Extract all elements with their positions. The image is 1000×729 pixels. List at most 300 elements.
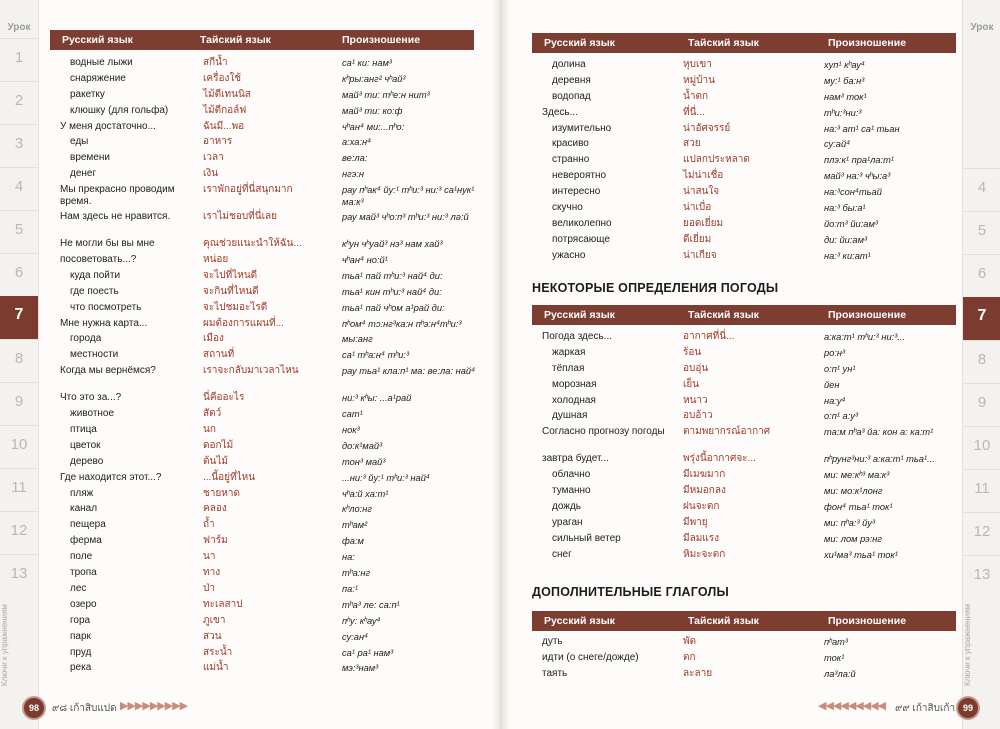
thai-cell: นก xyxy=(203,424,216,436)
pronunciation-cell: кʰло:нг xyxy=(342,504,372,515)
pronunciation-cell: нок³ xyxy=(342,425,360,436)
table-row xyxy=(542,517,956,533)
russian-cell: невероятно xyxy=(552,170,607,182)
lesson-tab-8[interactable]: 8 xyxy=(963,340,1000,383)
russian-cell: сильный ветер xyxy=(552,532,621,544)
pronunciation-cell: пʰат³ xyxy=(824,637,848,647)
lesson-tab-9[interactable]: 9 xyxy=(963,383,1000,426)
lesson-tab-3[interactable]: 3 xyxy=(0,124,38,167)
russian-cell: снег xyxy=(552,548,572,560)
russian-cell: река xyxy=(70,662,92,674)
thai-cell: สัตว์ xyxy=(203,408,222,420)
thai-cell: มีพายุ xyxy=(683,516,708,528)
pronunciation-cell: нгэ:н xyxy=(342,169,364,180)
table-row xyxy=(60,408,480,424)
table-row xyxy=(60,270,480,286)
thai-cell: หุบเขา xyxy=(683,59,712,70)
russian-cell: тёплая xyxy=(552,362,585,374)
table-row xyxy=(542,363,956,379)
russian-cell: тропа xyxy=(70,567,97,579)
thai-cell: นา xyxy=(203,551,216,563)
book-gutter xyxy=(492,0,510,729)
table-row xyxy=(60,121,480,137)
table-row xyxy=(60,392,480,408)
table-row xyxy=(60,57,480,73)
col-russian: Русский язык xyxy=(62,34,133,46)
pronunciation-cell: фон⁴ тьа¹ ток¹ xyxy=(824,502,893,513)
table-row xyxy=(542,75,956,91)
thai-cell: มีเมฆมาก xyxy=(683,469,726,481)
table-row xyxy=(542,170,956,186)
thai-cell: น่าเกียจ xyxy=(683,249,717,261)
lesson-tab-12[interactable]: 12 xyxy=(0,511,38,554)
russian-cell: местности xyxy=(70,349,119,361)
russian-cell: денег xyxy=(70,168,97,180)
pronunciation-cell: пʰом⁴ тɔ:нг³ка:н пʰэ:н⁴тʰи:³ xyxy=(342,318,462,329)
lesson-tab-13[interactable]: 13 xyxy=(963,555,1000,598)
col-pronunciation: Произношение xyxy=(828,37,907,49)
thai-cell: จะไปที่ไหนดี xyxy=(203,269,258,281)
table-row xyxy=(542,218,956,234)
col-russian: Русский язык xyxy=(544,309,615,321)
section-title-weather: НЕКОТОРЫЕ ОПРЕДЕЛЕНИЯ ПОГОДЫ xyxy=(532,281,779,295)
table-row xyxy=(542,250,956,266)
table-row xyxy=(542,453,956,469)
pronunciation-cell: кʰун чʰуай³ нэ³ нам хай³ xyxy=(342,239,443,250)
section-title-verbs: ДОПОЛНИТЕЛЬНЫЕ ГЛАГОЛЫ xyxy=(532,585,729,599)
russian-cell: холодная xyxy=(552,394,596,406)
russian-cell: идти (о снеге/дожде) xyxy=(542,651,639,663)
thai-cell: เราพักอยู่ที่นี่สนุกมาก xyxy=(203,184,293,196)
russian-cell: гора xyxy=(70,614,91,626)
thai-cell: พรุ่งนี้อากาศจะ... xyxy=(683,453,756,465)
russian-cell: города xyxy=(70,333,102,345)
table-row xyxy=(542,469,956,485)
lesson-tab-9[interactable]: 9 xyxy=(0,382,38,425)
thai-cell: ไม่น่าเชื่อ xyxy=(683,170,724,182)
table-row xyxy=(60,662,480,678)
lesson-tabs-left xyxy=(0,0,39,729)
russian-cell: Нам здесь не нравится. xyxy=(60,211,171,223)
pronunciation-cell: тʰа³ ле: са:п¹ xyxy=(342,599,400,610)
thai-cell: ยอดเยี่ยม xyxy=(683,217,724,229)
pronunciation-cell: са¹ ра¹ нам³ xyxy=(342,647,394,658)
pronunciation-cell: на:³сон⁴тьай xyxy=(824,187,882,198)
pronunciation-cell: ток¹ xyxy=(824,652,845,663)
russian-cell: потрясающе xyxy=(552,233,610,245)
russian-cell: животное xyxy=(70,408,115,420)
russian-cell: птица xyxy=(70,424,97,436)
lesson-tab-6[interactable]: 6 xyxy=(963,254,1000,297)
table-row xyxy=(542,138,956,154)
thai-cell: ภูเขา xyxy=(203,614,226,626)
table-row xyxy=(542,123,956,139)
russian-cell: душная xyxy=(552,410,588,422)
table-row xyxy=(60,440,480,456)
thai-cell: เวลา xyxy=(203,152,224,164)
russian-cell: цветок xyxy=(70,439,101,451)
pronunciation-cell: та:м пʰа³ йа: кон а: ка:т¹ xyxy=(824,427,934,438)
thai-cell: ฝนจะตก xyxy=(683,501,720,513)
table-row xyxy=(542,379,956,395)
russian-cell: жаркая xyxy=(552,346,586,358)
thai-cell: หนาว xyxy=(683,394,708,406)
russian-cell: туманно xyxy=(552,485,591,497)
table-row xyxy=(542,636,956,652)
table-row xyxy=(60,551,480,567)
russian-cell: дождь xyxy=(552,501,582,513)
lesson-tab-1[interactable]: 1 xyxy=(0,38,38,81)
lesson-tab-11[interactable]: 11 xyxy=(0,468,38,511)
thai-cell: หมู่บ้าน xyxy=(683,74,715,86)
table-row xyxy=(542,107,956,123)
table-row xyxy=(60,647,480,663)
table-row xyxy=(60,349,480,365)
russian-cell: У меня достаточно... xyxy=(60,120,156,132)
thai-cell: ...นี้อยู่ที่ไหน xyxy=(203,471,256,483)
thai-cell: อาหาร xyxy=(203,136,233,148)
thai-cell: น่าอัศจรรย์ xyxy=(683,122,731,134)
pronunciation-cell: йен xyxy=(824,379,840,390)
russian-cell: изумительно xyxy=(552,122,612,134)
thai-cell: ร้อน xyxy=(683,346,702,358)
table-row xyxy=(60,365,480,392)
lesson-tab-7[interactable]: 7 xyxy=(963,297,1000,340)
phrase-table-left xyxy=(60,57,480,678)
col-pronunciation: Произношение xyxy=(828,615,907,627)
table-row xyxy=(542,485,956,501)
pronunciation-cell: тьа¹ кин тʰи:³ най⁴ ди: xyxy=(342,286,442,297)
pronunciation-cell: май³ ти: тʰе:н нит³ xyxy=(342,89,430,100)
pronunciation-cell: а:ка:т¹ тʰи:³ ни:³... xyxy=(824,332,906,342)
thai-cell: ที่นี่... xyxy=(683,106,705,118)
pronunciation-cell: му:¹ ба:н³ xyxy=(824,75,865,86)
pronunciation-cell: чʰа:й ха:т¹ xyxy=(342,488,389,499)
col-pronunciation: Произношение xyxy=(342,34,421,46)
pronunciation-cell: ни:³ кʰы: ...а¹рай xyxy=(342,393,412,404)
col-thai: Тайский язык xyxy=(688,37,759,49)
table-header-verbs xyxy=(532,611,956,631)
thai-cell: สวน xyxy=(203,630,222,642)
pronunciation-cell: са¹ тʰа:н⁴ тʰи:³ xyxy=(342,350,410,361)
pronunciation-cell: о:п¹ ун¹ xyxy=(824,363,856,374)
russian-cell: пруд xyxy=(70,646,92,658)
thai-cell: ทาง xyxy=(203,567,221,579)
russian-cell: деревня xyxy=(552,74,591,86)
russian-cell: времени xyxy=(70,152,110,164)
table-row xyxy=(60,599,480,615)
table-row xyxy=(60,519,480,535)
pronunciation-cell: мы:анг xyxy=(342,334,373,345)
lesson-tab-11[interactable]: 11 xyxy=(963,469,1000,512)
col-pronunciation: Произношение xyxy=(828,309,907,321)
russian-cell: красиво xyxy=(552,138,589,150)
lesson-tab-5[interactable]: 5 xyxy=(0,210,38,253)
thai-cell: แม่น้ำ xyxy=(203,662,229,674)
pronunciation-cell: хи¹ма³ тьа¹ ток¹ xyxy=(824,549,898,560)
pronunciation-cell: ми: мо:к¹лонг xyxy=(824,486,883,497)
pronunciation-cell: ла³ла:й xyxy=(824,668,856,679)
pronunciation-cell: тьа¹ пай чʰом а¹рай ди: xyxy=(342,302,445,313)
arrow-decoration-left: ▶▶▶▶▶▶▶▶▶ xyxy=(120,700,188,712)
russian-cell: скучно xyxy=(552,202,583,214)
thai-cell: น่าเบื่อ xyxy=(683,202,712,214)
pronunciation-cell: ди: йи:ам³ xyxy=(824,234,868,245)
pronunciation-cell: пʰрунг³ни:³ а:ка:т¹ тьа¹... xyxy=(824,454,935,465)
pronunciation-cell: рау пʰак⁴ йу:¹ тʰи:³ ни:³ са¹нук¹ ма:к³ xyxy=(342,185,475,208)
russian-cell: морозная xyxy=(552,378,597,390)
table-row xyxy=(542,533,956,549)
table-row xyxy=(60,105,480,121)
thai-cell: ฉันมี...พอ xyxy=(203,120,245,132)
russian-cell: странно xyxy=(552,154,590,166)
pronunciation-cell: чʰан⁴ но:й¹ xyxy=(342,255,388,266)
table-row xyxy=(60,89,480,105)
pronunciation-cell: тьа¹ пай тʰи:³ най⁴ ди: xyxy=(342,270,443,281)
table-row xyxy=(542,347,956,363)
thai-cell: ตก xyxy=(683,651,696,663)
table-row xyxy=(542,549,956,565)
thai-cell: ทะเลสาป xyxy=(203,598,243,610)
table-row xyxy=(542,410,956,426)
thai-cell: ดอกไม้ xyxy=(203,439,234,451)
pronunciation-cell: а:ха:н⁴ xyxy=(342,137,372,148)
pronunciation-cell: на:у⁴ xyxy=(824,395,846,406)
thai-cell: หน่อย xyxy=(203,254,229,266)
russian-cell: Мы прекрасно проводим время. xyxy=(60,184,175,208)
table-row xyxy=(60,184,480,211)
pronunciation-cell: чʰан⁴ ми:...пʰо: xyxy=(342,121,405,132)
thai-cell: ผมต้องการแผนที่... xyxy=(203,317,284,329)
thai-cell: อบอุ่น xyxy=(683,362,709,374)
thai-cell: ตามพยากรณ์อากาศ xyxy=(683,426,771,438)
russian-cell: где поесть xyxy=(70,285,119,297)
pronunciation-cell: пʰу: кʰау⁴ xyxy=(342,615,381,626)
lesson-tabs-header: Урок xyxy=(7,22,31,33)
thai-cell: อบอ้าว xyxy=(683,410,713,422)
thai-cell: แปลกประหลาด xyxy=(683,154,750,166)
pronunciation-cell: рау май³ чʰо:п³ тʰи:³ ни:³ лə:й xyxy=(342,212,469,223)
russian-cell: лес xyxy=(70,582,87,594)
thai-cell: ฟาร์ม xyxy=(203,535,228,547)
pronunciation-cell: о:п¹ а:у³ xyxy=(824,411,859,422)
lesson-tab-2[interactable]: 2 xyxy=(0,81,38,124)
russian-cell: интересно xyxy=(552,186,601,198)
pronunciation-cell: ро:н³ xyxy=(824,347,846,358)
thai-cell: อากาศที่นี่... xyxy=(683,331,735,342)
pronunciation-cell: ми: пʰа:³ йу³ xyxy=(824,517,876,528)
pronunciation-cell: на:³ ки:ат¹ xyxy=(824,250,871,261)
table-row xyxy=(542,668,956,684)
lesson-tab-4[interactable]: 4 xyxy=(0,167,38,210)
table-row xyxy=(542,186,956,202)
russian-cell: таять xyxy=(542,667,568,679)
pronunciation-cell: мэ:³нам³ xyxy=(342,663,379,674)
table-row xyxy=(60,535,480,551)
table-row xyxy=(60,333,480,349)
table-header-right xyxy=(532,33,956,53)
thai-cell: เราไม่ชอบที่นี่เลย xyxy=(203,211,277,223)
thai-cell: ป่า xyxy=(203,582,215,594)
keys-label-left: Ключи к упражнениям xyxy=(0,604,9,686)
table-row xyxy=(60,456,480,472)
table-row xyxy=(60,615,480,631)
table-row xyxy=(60,238,480,254)
thai-cell: คลอง xyxy=(203,503,227,515)
pronunciation-cell: до:к¹май³ xyxy=(342,440,383,451)
thai-cell: สกีน้ำ xyxy=(203,57,228,68)
pronunciation-cell: кʰры:анг² чʰай³ xyxy=(342,73,406,84)
phrase-table-right xyxy=(542,59,956,266)
table-row xyxy=(60,631,480,647)
pronunciation-cell: плэ:к¹ пра¹ла:т¹ xyxy=(824,155,894,166)
table-row xyxy=(542,395,956,411)
pronunciation-cell: са¹ ки: нам³ xyxy=(342,58,392,68)
lesson-tab-10[interactable]: 10 xyxy=(963,426,1000,469)
table-row xyxy=(60,73,480,89)
table-row xyxy=(542,202,956,218)
weather-table xyxy=(542,331,956,565)
russian-cell: куда пойти xyxy=(70,269,121,281)
table-row xyxy=(60,152,480,168)
pronunciation-cell: па:¹ xyxy=(342,583,358,594)
thai-cell: น้ำตก xyxy=(683,90,708,102)
pronunciation-cell: нам³ ток¹ xyxy=(824,91,867,102)
lesson-tabs-header: Урок xyxy=(970,22,994,33)
thai-cell: นี่คืออะไร xyxy=(203,392,245,404)
pronunciation-cell: ве:ла: xyxy=(342,153,368,164)
russian-cell: Мне нужна карта... xyxy=(60,317,148,329)
pronunciation-cell: на: xyxy=(342,552,355,563)
lesson-tab-13[interactable]: 13 xyxy=(0,554,38,597)
table-row xyxy=(60,488,480,504)
col-thai: Тайский язык xyxy=(688,615,759,627)
russian-cell: дуть xyxy=(542,636,563,647)
lesson-tab-8[interactable]: 8 xyxy=(0,339,38,382)
lesson-tab-12[interactable]: 12 xyxy=(963,512,1000,555)
pronunciation-cell: рау тьа¹ кла:п¹ ма: ве:ла: най⁴ xyxy=(342,366,476,377)
russian-cell: великолепно xyxy=(552,217,612,229)
thai-cell: สระน้ำ xyxy=(203,646,233,658)
table-row xyxy=(60,472,480,488)
russian-cell: ужасно xyxy=(552,249,586,261)
russian-cell: ферма xyxy=(70,535,102,547)
thai-cell: คุณช่วยแนะนำให้ฉัน... xyxy=(203,238,302,250)
thai-cell: ดีเยี่ยม xyxy=(683,233,712,245)
table-row xyxy=(542,652,956,668)
thai-cell: มีหมอกลง xyxy=(683,485,726,497)
russian-cell: облачно xyxy=(552,469,591,481)
col-thai: Тайский язык xyxy=(200,34,271,46)
page-thai-left: ๙๘ เก้าสิบแปด xyxy=(52,703,117,714)
table-row xyxy=(60,503,480,519)
thai-cell: ไม้ตีเทนนิส xyxy=(203,88,251,100)
lesson-tab-10[interactable]: 10 xyxy=(0,425,38,468)
russian-cell: Что это за...? xyxy=(60,392,122,404)
table-row xyxy=(542,331,956,347)
russian-cell: посоветовать...? xyxy=(60,254,137,266)
pronunciation-cell: май³ на:³ чʰы:а³ xyxy=(824,171,891,182)
table-row xyxy=(542,426,956,453)
lesson-tab-5[interactable]: 5 xyxy=(963,211,1000,254)
thai-cell: จะไปชมอะไรดี xyxy=(203,301,268,313)
thai-cell: น่าสนใจ xyxy=(683,186,720,198)
pronunciation-cell: тон³ май³ xyxy=(342,456,386,467)
table-row xyxy=(60,211,480,238)
table-row xyxy=(542,59,956,75)
pronunciation-cell: тʰа:нг xyxy=(342,568,371,579)
russian-cell: завтра будет... xyxy=(542,453,609,465)
russian-cell: Где находится этот...? xyxy=(60,471,162,483)
russian-cell: парк xyxy=(70,630,91,642)
pronunciation-cell: фа:м xyxy=(342,536,364,547)
russian-cell: озеро xyxy=(70,598,97,610)
table-row xyxy=(60,302,480,318)
pronunciation-cell: ми: лом рэ:нг xyxy=(824,533,883,544)
russian-cell: Здесь... xyxy=(542,106,578,118)
pronunciation-cell: тʰам² xyxy=(342,520,368,531)
table-row xyxy=(60,286,480,302)
thai-cell: ชายหาด xyxy=(203,487,240,499)
thai-cell: พัด xyxy=(683,636,697,647)
lesson-tab-6[interactable]: 6 xyxy=(0,253,38,296)
verbs-table xyxy=(542,636,956,684)
col-russian: Русский язык xyxy=(544,615,615,627)
thai-cell: ไม้ตีกอล์ฟ xyxy=(203,104,247,116)
thai-cell: ละลาย xyxy=(683,667,713,679)
russian-cell: водные лыжи xyxy=(70,57,133,68)
lesson-tabs-right xyxy=(962,0,1000,729)
table-row xyxy=(60,168,480,184)
russian-cell: пляж xyxy=(70,487,94,499)
table-header-left xyxy=(50,30,474,50)
lesson-tab-4[interactable]: 4 xyxy=(963,168,1000,211)
pronunciation-cell: йо:т³ йи:ам³ xyxy=(824,218,878,229)
russian-cell: Согласно прогнозу погоды xyxy=(542,426,665,438)
pronunciation-cell: су:ан⁴ xyxy=(342,631,369,642)
russian-cell: долина xyxy=(552,59,586,70)
russian-cell: ураган xyxy=(552,516,583,528)
table-row xyxy=(60,318,480,334)
table-row xyxy=(542,91,956,107)
russian-cell: что посмотреть xyxy=(70,301,142,313)
russian-cell: клюшку (для гольфа) xyxy=(70,104,169,116)
thai-cell: สถานที่ xyxy=(203,349,235,361)
col-russian: Русский язык xyxy=(544,37,615,49)
russian-cell: пещера xyxy=(70,519,106,531)
russian-cell: поле xyxy=(70,551,93,563)
page-number-right: 99 xyxy=(956,696,980,720)
russian-cell: Не могли бы вы мне xyxy=(60,238,155,250)
pronunciation-cell: хуп¹ кʰау⁴ xyxy=(824,60,865,70)
table-row xyxy=(542,154,956,170)
table-row xyxy=(60,254,480,270)
thai-cell: สวย xyxy=(683,138,701,150)
russian-cell: Когда мы вернёмся? xyxy=(60,365,156,377)
lesson-tab-7[interactable]: 7 xyxy=(0,296,38,339)
russian-cell: еды xyxy=(70,136,89,148)
pronunciation-cell: май³ ти: ко:ф xyxy=(342,105,403,116)
pronunciation-cell: су:ай⁴ xyxy=(824,139,851,150)
thai-cell: เครื่องใช้ xyxy=(203,72,242,84)
pronunciation-cell: ...ни:³ йу:¹ тʰи:³ най⁴ xyxy=(342,472,430,483)
russian-cell: ракетку xyxy=(70,88,105,100)
thai-cell: จะกินที่ไหนดี xyxy=(203,285,259,297)
thai-cell: หิมะจะตก xyxy=(683,548,726,560)
thai-cell: ต้นไม้ xyxy=(203,455,228,467)
table-row xyxy=(60,567,480,583)
thai-cell: เราจะกลับมาเวลาไหน xyxy=(203,365,299,377)
